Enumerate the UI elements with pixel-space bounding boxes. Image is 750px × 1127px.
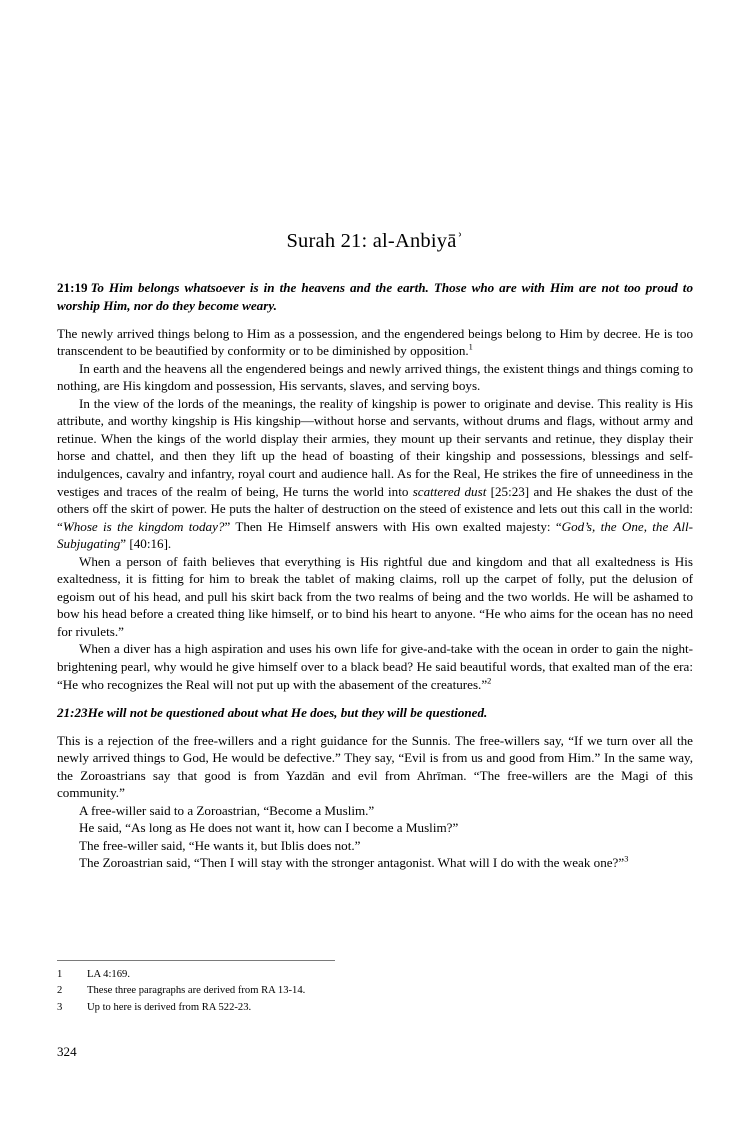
footnote-ref-3[interactable]: 3 (624, 855, 629, 865)
paragraph-3-text-d: ” [40:16]. (120, 536, 172, 552)
footnote-text: Up to here is derived from RA 522-23. (87, 1001, 252, 1013)
footnote-text: LA 4:169. (87, 969, 130, 980)
paragraph-1 (57, 325, 693, 360)
paragraph-3 (57, 395, 693, 553)
paragraph-6: This is a rejection of the free-willers and a right guidance for the Sunnis. The free-willers say, “If we turn over all the newly arrived things to God, He would be defective.” They say, “Evil is from us and good from Him.” In the same way, the Zoroastrians say that good is from Yazdān and evil from Ahrīman. “The free-willers are the Magi of this community.” (57, 732, 693, 801)
footnote-ref-2[interactable]: 2 (487, 676, 492, 686)
paragraph-1-text: The newly arrived things belong to Him as a possession, and the engendered beings belong to Him by decree. He is too transcendent to be beautified by conformity or to be diminished by opposition. (57, 325, 693, 359)
paragraph-8-dialogue-2: He said, “As long as He does not want it, how can I become a Muslim?” (79, 820, 459, 836)
paragraph-5 (57, 640, 693, 693)
verse-quote-21-23 (57, 704, 693, 722)
footnote-number: 3 (57, 1001, 63, 1013)
paragraph-3-text-c: ” Then He Himself answers with His own exalted majesty: “ (224, 518, 562, 534)
verse-quote-21-19 (57, 279, 693, 314)
paragraph-5-text: When a diver has a high aspiration and uses his own life for give-and-take with the ocean in order to gain the night-brightening pearl, why would he give himself over to a black bead? He said beautiful words, that exalted man of the era: “He who recognizes the Real will not put up with the abasement of the creatures.” (57, 641, 693, 692)
paragraph-3-text-a: In the view of the lords of the meanings, the reality of kingship is power to originate and devise. This reality is His attribute, and worthy kingship is His kingship—without horse and servants, without drums and flags, without army and retinue. When the kings of the world display their armies, they mount up their servants and retinue, they display their horse and chattel, and then they lift up the head of boasting of their kingship and possessions, blessings and self-indulgences, cavalry and infantry, royal court and audience hall. As for the Real, He strikes the fire of unneediness in the vestiges and traces of the realm of being, He turns the world into (57, 395, 693, 499)
verse-text-21-19: To Him belongs whatsoever is in the heavens and the earth. Those who are with Him are not too proud to worship Him, nor do they become weary. (57, 280, 693, 313)
footnote-item (57, 983, 693, 999)
paragraph-7-dialogue-1: A free-willer said to a Zoroastrian, “Become a Muslim.” (79, 802, 375, 818)
footnote-item (57, 1000, 693, 1016)
paragraph-10-dialogue-4 (57, 854, 693, 872)
footnote-ref-1[interactable]: 1 (468, 342, 473, 352)
quran-quote-scattered-dust: scattered dust (412, 483, 487, 499)
verse-text-21-23: He will not be questioned about what He does, but they will be questioned. (87, 704, 488, 720)
paragraph-3-text-b: [25:23] and He shakes the dust of the others off the skirt of power. He puts the halter of destruction on the steed of existence and lets out this call in the world: “ (57, 483, 693, 534)
verse-number-21-19: 21:19 (57, 280, 88, 295)
footnote-number: 2 (57, 985, 63, 997)
page-title: Surah 21: al-Anbiyāʾ (286, 230, 464, 252)
paragraph-4: When a person of faith believes that everything is His rightful due and kingdom and that all exaltedness is His exaltedness, it is fitting for him to break the tablet of making claims, roll up the carpet of folly, put the delusion of egoism out of his head, and pull his skirt back from the two realms of being and the two worlds. He will be ashamed to bow his head before a created thing like himself, or to bind his heart to anyone. “He who aims for the ocean has no need for rivulets.” (57, 553, 693, 639)
page-number: 324 (57, 1044, 77, 1059)
paragraph-2: In earth and the heavens all the engendered beings and newly arrived things, the existent things and things coming to nothing, are His kingdom and possession, His servants, slaves, and serving boys. (57, 360, 693, 394)
page-body (57, 279, 693, 872)
footnotes-section (57, 960, 693, 1016)
paragraph-9-dialogue-3: The free-willer said, “He wants it, but Iblis does not.” (79, 837, 361, 853)
footnote-text: These three paragraphs are derived from RA 13-14. (87, 985, 306, 997)
footnote-item (57, 967, 693, 983)
quran-quote-whose-kingdom: Whose is the kingdom today? (62, 518, 225, 534)
quran-quote-gods-the-one: God’s, the One, the All-Subjugating (57, 518, 693, 552)
footnote-number: 1 (57, 969, 63, 980)
footnote-separator-rule (57, 960, 335, 961)
paragraph-10-text: The Zoroastrian said, “Then I will stay with the stronger antagonist. What will I do with the weak one?” (79, 855, 625, 871)
verse-number-21-23: 21:23 (57, 704, 88, 720)
